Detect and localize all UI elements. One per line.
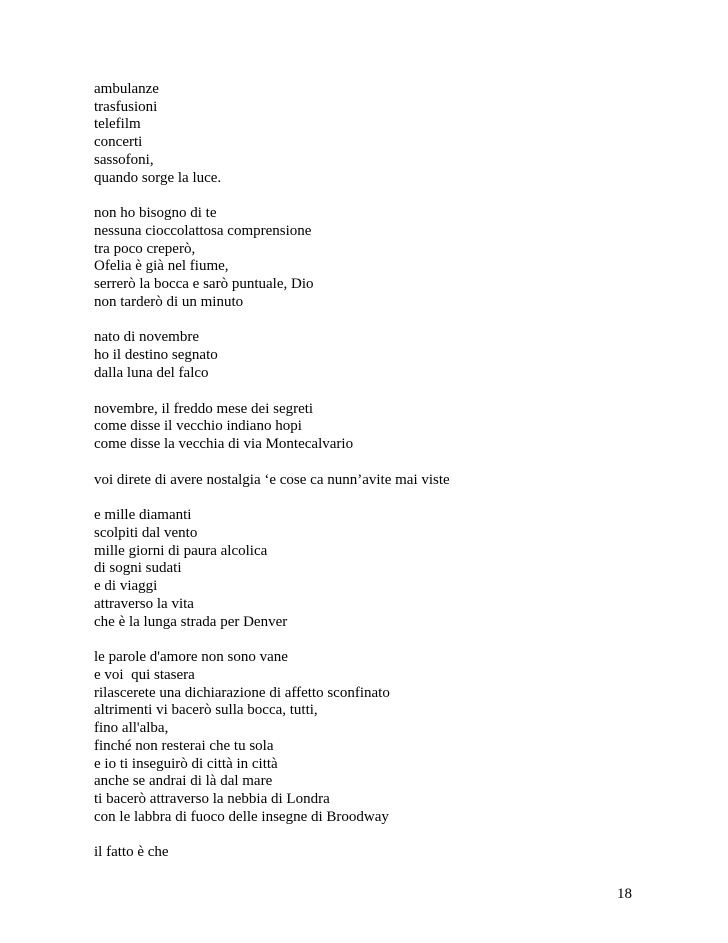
poem-line: quando sorge la luce. [94,169,222,186]
poem-line: Ofelia è già nel fiume, [94,258,229,275]
poem-line: con le labbra di fuoco delle insegne di Broodway [94,808,389,825]
stanza [94,329,654,382]
poem-line: trasfusioni [94,98,158,115]
poem-line: di sogni sudati [94,560,182,577]
stanza [94,81,654,187]
poem-line: rilascerete una dichiarazione di affetto sconfinato [94,684,390,701]
poem-line: non ho bisogno di te [94,205,217,222]
poem-line: il fatto è che [94,844,169,861]
poem-line: non tarderò di un minuto [94,293,244,310]
poem-line: come disse la vecchia di via Montecalvario [94,435,354,452]
poem-line: tra poco creperò, [94,240,196,257]
poem-line: nessuna cioccolattosa comprensione [94,222,312,239]
poem-line: concerti [94,134,143,151]
poem-line: e voi qui stasera [94,666,195,683]
poem-line: altrimenti vi bacerò sulla bocca, tutti, [94,702,318,719]
poem-line: anche se andrai di là dal mare [94,773,273,790]
poem-line: le parole d'amore non sono vane [94,649,288,666]
poem-line: nato di novembre [94,329,199,346]
poem-line: come disse il vecchio indiano hopi [94,418,302,435]
stanza [94,472,654,490]
poem-line: e io ti inseguirò di città in città [94,755,278,772]
stanza [94,401,654,454]
poem-line: ho il destino segnato [94,347,218,364]
stanza [94,649,654,826]
poem-line: fino all'alba, [94,720,169,737]
poem-body [94,81,654,880]
poem-line: dalla luna del falco [94,364,209,381]
poem-line: finché non resterai che tu sola [94,737,274,754]
poem-line: e di viaggi [94,578,158,595]
stanza [94,205,654,311]
poem-line: serrerò la bocca e sarò puntuale, Dio [94,276,314,293]
poem-line: attraverso la vita [94,595,194,612]
poem-line: che è la lunga strada per Denver [94,613,288,630]
poem-line: voi direte di avere nostalgia ‘e cose ca nunn’avite mai viste [94,471,450,488]
stanza [94,507,654,631]
stanza [94,844,654,862]
poem-line: mille giorni di paura alcolica [94,542,268,559]
poem-line: sassofoni, [94,151,154,168]
poem-line: novembre, il freddo mese dei segreti [94,400,314,417]
poem-line: e mille diamanti [94,507,192,524]
poem-line: scolpiti dal vento [94,525,198,542]
poem-line: telefilm [94,116,141,133]
poem-line: ti bacerò attraverso la nebbia di Londra [94,790,330,807]
page-number: 18 [617,886,632,902]
poem-line: ambulanze [94,81,159,97]
